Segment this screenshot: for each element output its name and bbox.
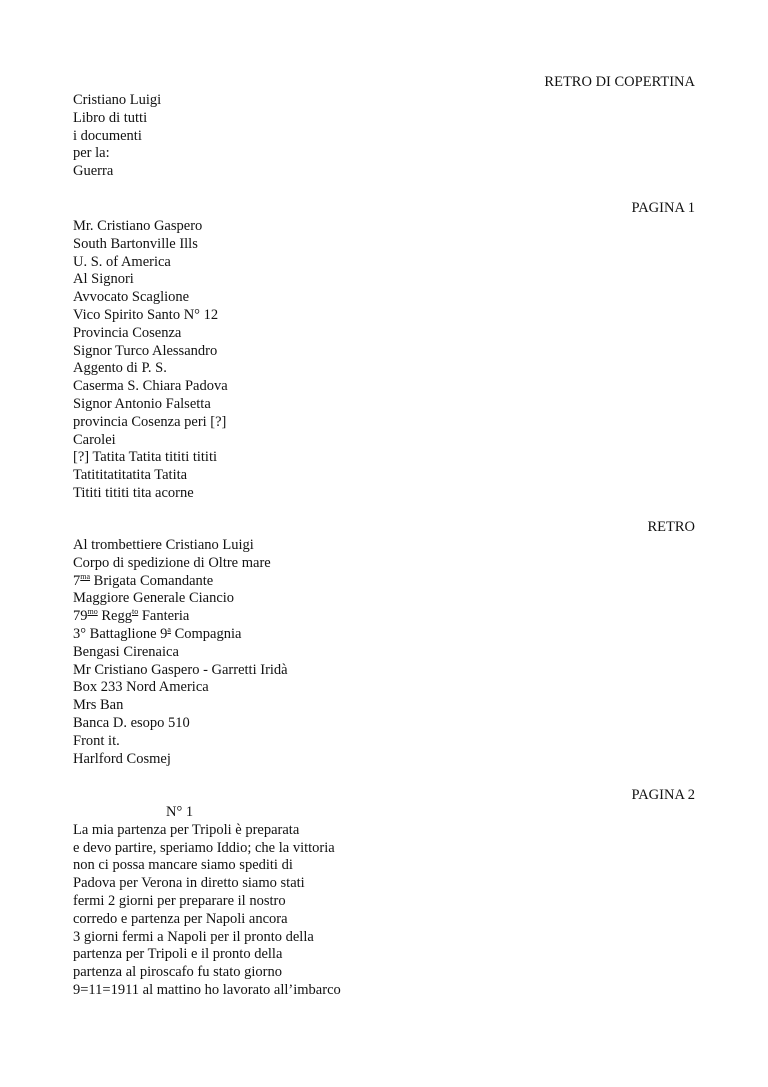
text-line: Box 233 Nord America [73,679,209,696]
pagina-2-heading: PAGINA 2 [631,787,695,803]
text-line: Maggiore Generale Ciancio [73,590,235,607]
text-line: Mrs Ban [73,697,124,714]
text-line: corredo e partenza per Napoli ancora [73,910,288,927]
text-line: U. S. of America [73,253,171,270]
text-line: fermi 2 giorni per preparare il nostro [73,892,286,909]
text-line: non ci possa mancare siamo spediti di [73,857,293,874]
text-line: i documenti [73,127,142,144]
text-line: Mr. Cristiano Gaspero [73,218,203,234]
text-line: Avvocato Scaglione [73,289,190,306]
text-line: Front it. [73,732,120,749]
ordinal-suffix: a [167,624,171,634]
pagina-1-block [73,218,228,503]
line-text: 3° Battaglione 9 [73,625,168,642]
text-line-battaglione [73,626,288,644]
text-line: Vico Spirito Santo N° 12 [73,306,219,323]
text-line: Provincia Cosenza [73,324,182,341]
text-line: Corpo di spedizione di Oltre mare [73,554,271,571]
text-line: Signor Antonio Falsetta [73,395,211,412]
ordinal-number: 79 [73,608,88,625]
text-line-reggimento [73,608,288,626]
text-line: Libro di tutti [73,109,148,126]
text-line: 9=11=1911 al mattino ho lavorato all’imbarco [73,981,341,998]
text-line: partenza per Tripoli e il pronto della [73,946,283,963]
line-text: Compagnia [170,625,242,642]
pagina-1-heading: PAGINA 1 [631,200,695,216]
text-line: Harlford Cosmej [73,750,171,767]
retro-copertina-heading: RETRO DI COPERTINA [544,74,695,90]
line-text: Regg [97,608,132,625]
text-line: [?] Tatita Tatita tititi tititi [73,449,218,466]
text-line: Al trombettiere Cristiano Luigi [73,537,254,553]
text-line: Banca D. esopo 510 [73,714,190,731]
text-line: Al Signori [73,271,134,288]
abbrev-suffix: to [131,607,139,617]
pagina-2-block [73,804,341,1000]
text-line: Tatititatitatita Tatita [73,467,188,484]
line-text: Brigata Comandante [90,572,214,589]
retro-copertina-block [73,92,161,181]
ordinal-suffix: mo [87,607,98,617]
text-line: Aggento di P. S. [73,360,167,377]
text-line: Tititi tititi tita acorne [73,484,194,501]
text-line: Caserma S. Chiara Padova [73,378,228,395]
text-line: Carolei [73,431,116,448]
text-line: 3 giorni fermi a Napoli per il pronto della [73,928,314,945]
text-line: Signor Turco Alessandro [73,342,218,359]
text-line: Guerra [73,163,114,180]
line-text: Fanteria [138,608,190,625]
ordinal-number: 7 [73,572,81,589]
text-line: Mr Cristiano Gaspero - Garretti Iridà [73,661,288,678]
text-line: per la: [73,145,110,162]
text-line-brigata [73,573,288,591]
retro-block [73,537,288,768]
letter-number: N° 1 [166,804,194,820]
text-line: South Bartonville Ills [73,235,198,252]
text-line: La mia partenza per Tripoli è preparata [73,821,300,838]
text-line: partenza al piroscafo fu stato giorno [73,964,282,981]
retro-heading: RETRO [647,519,695,535]
ordinal-suffix: ma [80,571,91,581]
text-line: Padova per Verona in diretto siamo stati [73,875,305,892]
text-line: e devo partire, speriamo Iddio; che la vittoria [73,839,335,856]
text-line: provincia Cosenza peri [?] [73,413,227,430]
text-line: Cristiano Luigi [73,92,162,108]
text-line: Bengasi Cirenaica [73,643,179,660]
